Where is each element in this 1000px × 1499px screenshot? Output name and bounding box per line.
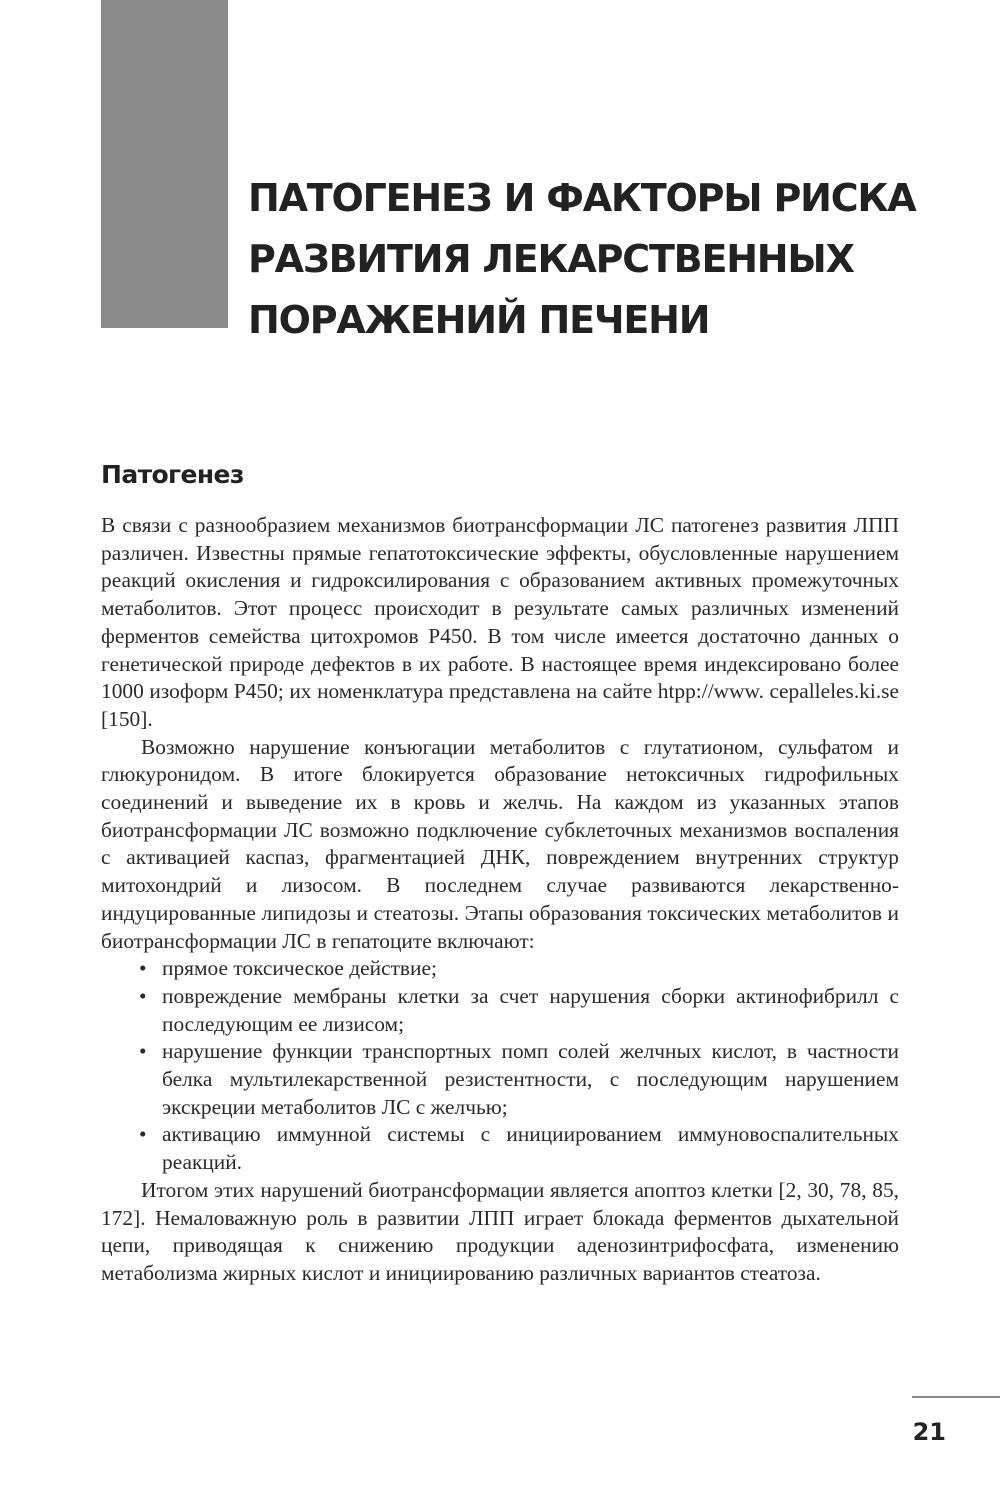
paragraph: Возможно нарушение конъюгации метаболитов с глутатионом, сульфатом и глюкуронидом. В итоге блокируется образование нетоксичных гидрофильных соединений и выведение их в кровь и желчь. На каждом из указанных этапов биотрансформации ЛС возможно подключение субклеточных механизмов воспаления с активацией каспаз, фрагментацией ДНК, повреждением внутренних структур митохондрий и лизосом. В последнем случае развиваются лекарственно-индуцированные липидозы и стеатозы. Этапы образования токсических метаболитов и биотрансформации ЛС в гепатоците включают:: [101, 734, 899, 953]
page-number-rule: [912, 1396, 1000, 1398]
page-number: 21: [912, 1418, 946, 1446]
list-item-text: активацию иммунной системы с инициированием иммуновоспалительных реакций.: [162, 1122, 899, 1175]
list-item-text: прямое токсическое действие;: [162, 956, 437, 981]
list-item: [101, 1038, 899, 1121]
bullet-list: [101, 955, 899, 1177]
chapter-decor-bar: [101, 0, 228, 328]
list-item: [101, 1121, 899, 1176]
list-item: [101, 955, 899, 983]
paragraph: Итогом этих нарушений биотрансформации является апоптоз клетки [2, 30, 78, 85, 172]. Немаловажную роль в развитии ЛПП играет блокада ферментов дыхательной цепи, приводящая к снижению продукции аденозинтрифосфата, изменению метаболизма жирных кислот и инициированию различных вариантов стеатоза.: [101, 1177, 899, 1285]
chapter-title: [248, 168, 948, 351]
bullet-icon: •: [139, 1122, 147, 1147]
chapter-title-line: ПОРАЖЕНИЙ ПЕЧЕНИ: [248, 298, 710, 342]
bullet-icon: •: [139, 956, 147, 981]
section-heading: Патогенез: [101, 460, 244, 489]
bullet-icon: •: [139, 983, 147, 1008]
chapter-title-line: ПАТОГЕНЕЗ И ФАКТОРЫ РИСКА: [248, 176, 916, 220]
list-item: [101, 983, 899, 1038]
list-item-text: повреждение мембраны клетки за счет нарушения сборки актинофибрилл с последующим ее лизисом;: [162, 983, 899, 1036]
chapter-title-line: РАЗВИТИЯ ЛЕКАРСТВЕННЫХ: [248, 237, 854, 281]
paragraph: В связи с разнообразием механизмов биотрансформации ЛС патогенез развития ЛПП различен. Известны прямые гепатотоксические эффекты, обусловленные нарушением реакций окисления и гидроксилирования с образованием активных промежуточных метаболитов. Этот процесс происходит в результате самых различных изменений ферментов семейства цитохромов P450. В том числе имеется достаточно данных о генетической природе дефектов в их работе. В настоящее время индексировано более 1000 изоформ P450; их номенклатура представлена на сайте htpp://www. cepalleles.ki.se [150].: [101, 513, 899, 731]
body-text: [101, 512, 899, 1288]
bullet-icon: •: [139, 1039, 147, 1064]
list-item-text: нарушение функции транспортных помп солей желчных кислот, в частности белка мультилекарственной резистентности, с последующим нарушением экскреции метаболитов ЛС с желчью;: [162, 1039, 899, 1119]
